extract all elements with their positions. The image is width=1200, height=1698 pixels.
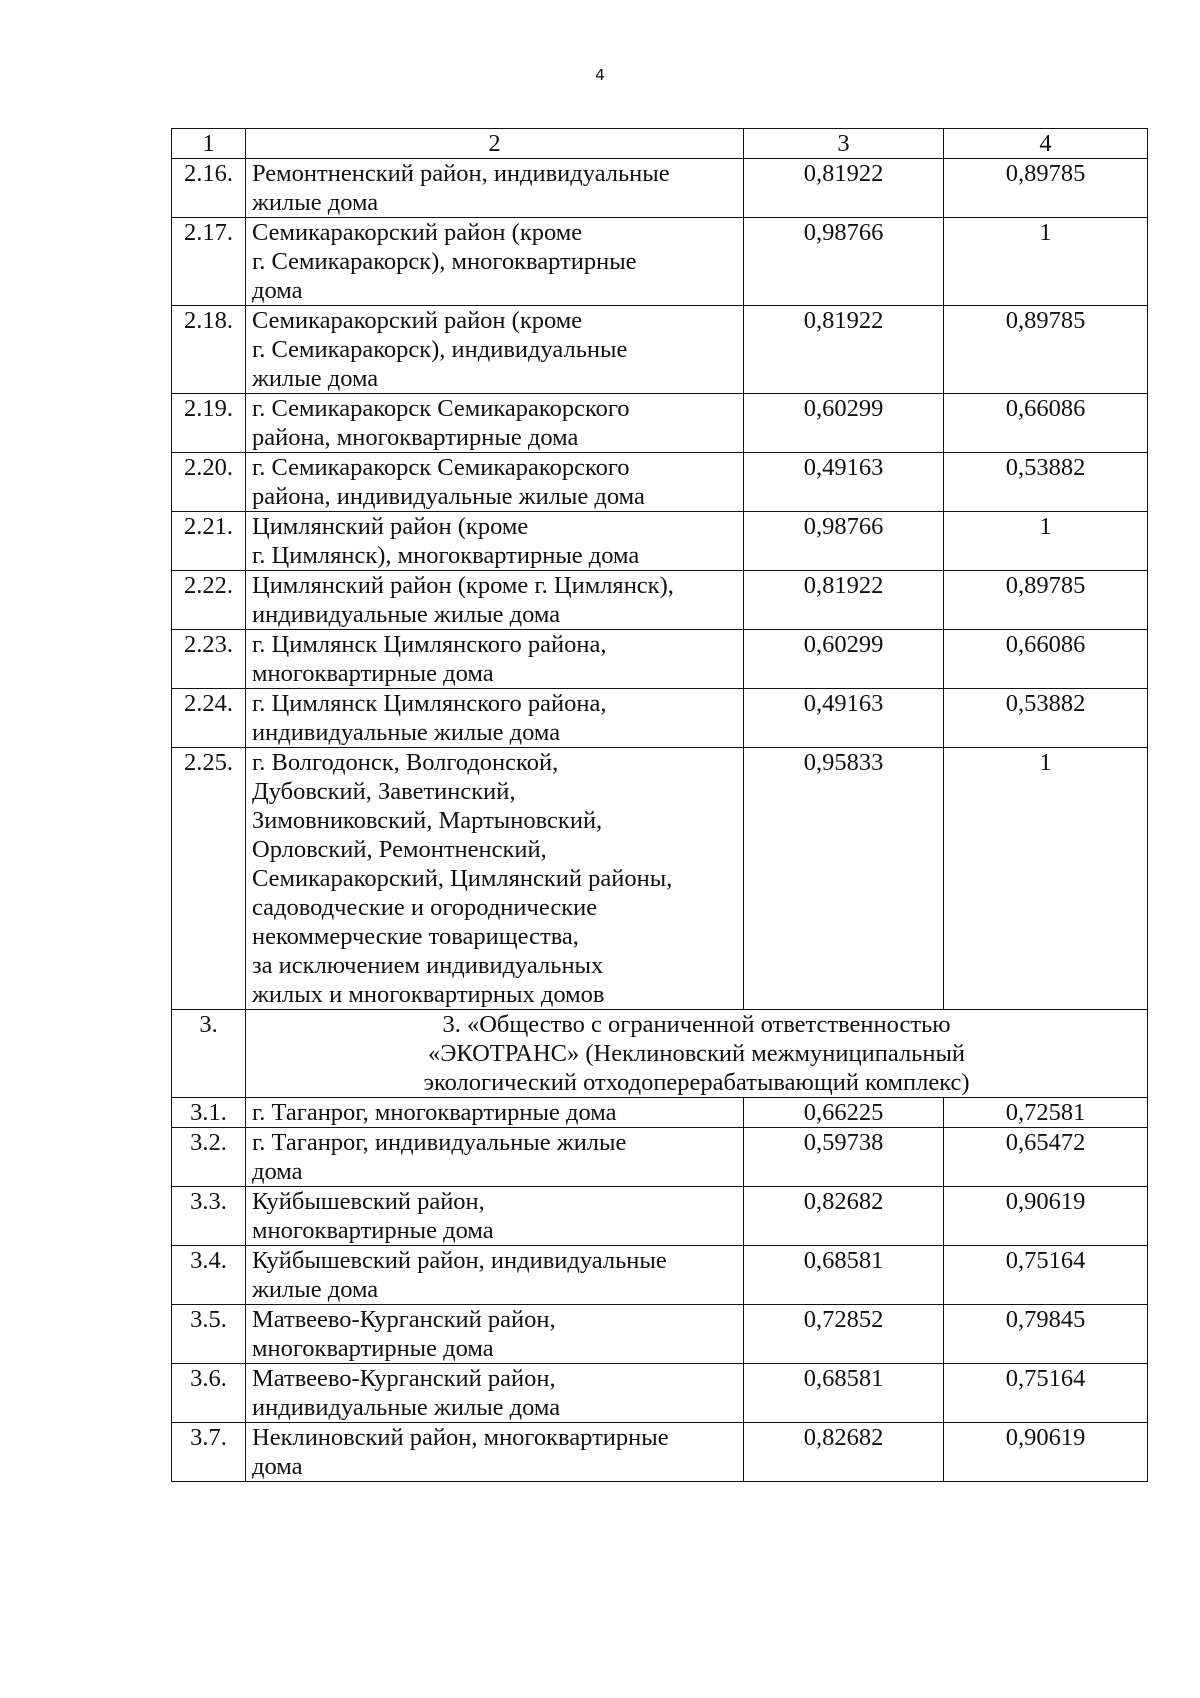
row-name-line: жилые дома [252,365,379,392]
row-number: 2.21. [172,512,246,571]
row-name-line: индивидуальные жилые дома [252,719,561,746]
row-name [246,453,744,512]
table-row [172,1364,1148,1423]
row-name-line: г. Таганрог, индивидуальные жилые [252,1129,627,1156]
section-title-line: «ЭКОТРАНС» (Неклиновский межмуниципальный [427,1040,966,1067]
table-row [172,1098,1148,1128]
row-name [246,1305,744,1364]
row-name-line: Ремонтненский район, индивидуальные [252,160,670,187]
table-row [172,1305,1148,1364]
row-number: 2.25. [172,748,246,1010]
coefficient-col-3: 0,72852 [744,1305,944,1364]
table-row [172,689,1148,748]
row-name-line: г. Цимлянск), многоквартирные дома [252,542,640,569]
table-row [172,630,1148,689]
row-name-line: Дубовский, Заветинский, [252,778,516,805]
row-name-line: района, многоквартирные дома [252,424,579,451]
coefficient-col-3: 0,49163 [744,689,944,748]
coefficient-col-4: 0,66086 [944,394,1148,453]
row-name-line: Семикаракорский район (кроме [252,219,583,246]
row-number: 3.4. [172,1246,246,1305]
coefficient-col-3: 0,81922 [744,159,944,218]
row-name-line: г. Семикаракорск Семикаракорского [252,395,630,422]
coefficient-col-4: 1 [944,748,1148,1010]
row-name-line: Куйбышевский район, индивидуальные [252,1247,667,1274]
table-row [172,1423,1148,1482]
row-name [246,1246,744,1305]
row-number: 3.3. [172,1187,246,1246]
coefficient-col-3: 0,82682 [744,1423,944,1482]
row-name-line: индивидуальные жилые дома [252,1394,561,1421]
row-name-line: многоквартирные дома [252,1217,494,1244]
row-name-line: Цимлянский район (кроме [252,513,529,540]
row-name-line: г. Семикаракорск), индивидуальные [252,336,628,363]
section-title [246,1010,1148,1098]
row-number: 3.5. [172,1305,246,1364]
row-number: 2.20. [172,453,246,512]
header-col-3: 3 [744,129,944,159]
table-row [172,1187,1148,1246]
row-number: 2.16. [172,159,246,218]
row-name-line: жилые дома [252,189,379,216]
coefficient-col-3: 0,82682 [744,1187,944,1246]
coefficient-col-3: 0,98766 [744,512,944,571]
row-name-line: многоквартирные дома [252,660,494,687]
coefficient-col-4: 0,53882 [944,453,1148,512]
row-name [246,159,744,218]
row-number: 3.7. [172,1423,246,1482]
row-name-line: дома [252,1158,303,1185]
table-row [172,306,1148,394]
row-name-line: Семикаракорский, Цимлянский районы, [252,865,673,892]
table-row [172,1128,1148,1187]
row-name-line: Матвеево-Курганский район, [252,1306,556,1333]
row-name [246,394,744,453]
row-name-line: индивидуальные жилые дома [252,601,561,628]
row-name [246,306,744,394]
row-name [246,571,744,630]
row-name [246,1128,744,1187]
coefficient-col-3: 0,66225 [744,1098,944,1128]
coefficient-col-3: 0,95833 [744,748,944,1010]
row-name-line: за исключением индивидуальных [252,952,604,979]
table-row [172,218,1148,306]
row-name-line: Орловский, Ремонтненский, [252,836,547,863]
section-row [172,1010,1148,1098]
row-name-line: жилых и многоквартирных домов [252,981,605,1008]
row-number: 2.24. [172,689,246,748]
row-number: 2.23. [172,630,246,689]
row-name-line: г. Семикаракорск Семикаракорского [252,454,630,481]
coefficient-col-4: 0,53882 [944,689,1148,748]
coefficient-col-4: 0,66086 [944,630,1148,689]
table-row [172,1246,1148,1305]
table-row [172,159,1148,218]
coefficient-col-4: 0,79845 [944,1305,1148,1364]
coefficient-col-3: 0,60299 [744,630,944,689]
coefficient-col-4: 1 [944,512,1148,571]
row-name-line: района, индивидуальные жилые дома [252,483,645,510]
coefficient-col-3: 0,81922 [744,306,944,394]
row-name-line: дома [252,1453,303,1480]
header-col-2: 2 [246,129,744,159]
row-name [246,689,744,748]
row-name-line: Матвеево-Курганский район, [252,1365,556,1392]
coefficient-col-4: 0,89785 [944,306,1148,394]
page-number: 4 [595,66,605,84]
row-name-line: Зимовниковский, Мартыновский, [252,807,603,834]
row-name-line: многоквартирные дома [252,1335,494,1362]
row-name-line: жилые дома [252,1276,379,1303]
coefficient-col-3: 0,60299 [744,394,944,453]
row-name [246,1098,744,1128]
coefficient-col-4: 1 [944,218,1148,306]
coefficient-col-4: 0,90619 [944,1187,1148,1246]
coefficient-col-3: 0,68581 [744,1246,944,1305]
coefficient-col-3: 0,68581 [744,1364,944,1423]
row-name-line: г. Волгодонск, Волгодонской, [252,749,559,776]
row-number: 3.1. [172,1098,246,1128]
row-name [246,1423,744,1482]
row-name-line: Семикаракорский район (кроме [252,307,583,334]
coefficient-col-4: 0,90619 [944,1423,1148,1482]
row-name-line: Куйбышевский район, [252,1188,485,1215]
row-name [246,218,744,306]
row-name [246,748,744,1010]
row-name-line: Неклиновский район, многоквартирные [252,1424,669,1451]
section-title-line: экологический отходоперерабатывающий комплекс) [423,1069,970,1096]
row-name-line: садоводческие и огороднические [252,894,598,921]
row-name [246,630,744,689]
section-number: 3. [172,1010,246,1098]
header-col-4: 4 [944,129,1148,159]
row-number: 3.2. [172,1128,246,1187]
coefficient-col-3: 0,98766 [744,218,944,306]
row-name-line: Цимлянский район (кроме г. Цимлянск), [252,572,674,599]
row-number: 3.6. [172,1364,246,1423]
row-number: 2.17. [172,218,246,306]
coefficient-col-3: 0,81922 [744,571,944,630]
row-name-line: дома [252,277,303,304]
row-number: 2.19. [172,394,246,453]
row-name-line: г. Таганрог, многоквартирные дома [252,1099,617,1126]
row-name-line: г. Цимлянск Цимлянского района, [252,690,607,717]
row-name-line: г. Семикаракорск), многоквартирные [252,248,637,275]
coefficient-col-4: 0,72581 [944,1098,1148,1128]
coefficient-col-3: 0,59738 [744,1128,944,1187]
row-name-line: некоммерческие товарищества, [252,923,579,950]
row-name-line: г. Цимлянск Цимлянского района, [252,631,607,658]
table-row [172,571,1148,630]
table-row [172,748,1148,1010]
tariff-table [171,128,1148,1482]
row-name [246,1187,744,1246]
row-name [246,1364,744,1423]
header-col-1: 1 [172,129,246,159]
row-number: 2.18. [172,306,246,394]
table-header-row [172,129,1148,159]
row-number: 2.22. [172,571,246,630]
coefficient-col-4: 0,65472 [944,1128,1148,1187]
row-name [246,512,744,571]
section-title-line: 3. «Общество с ограниченной ответственностью [442,1011,951,1038]
coefficient-col-3: 0,49163 [744,453,944,512]
coefficient-col-4: 0,75164 [944,1246,1148,1305]
coefficient-col-4: 0,89785 [944,159,1148,218]
table-row [172,394,1148,453]
coefficient-col-4: 0,89785 [944,571,1148,630]
coefficient-col-4: 0,75164 [944,1364,1148,1423]
table-row [172,453,1148,512]
table-row [172,512,1148,571]
